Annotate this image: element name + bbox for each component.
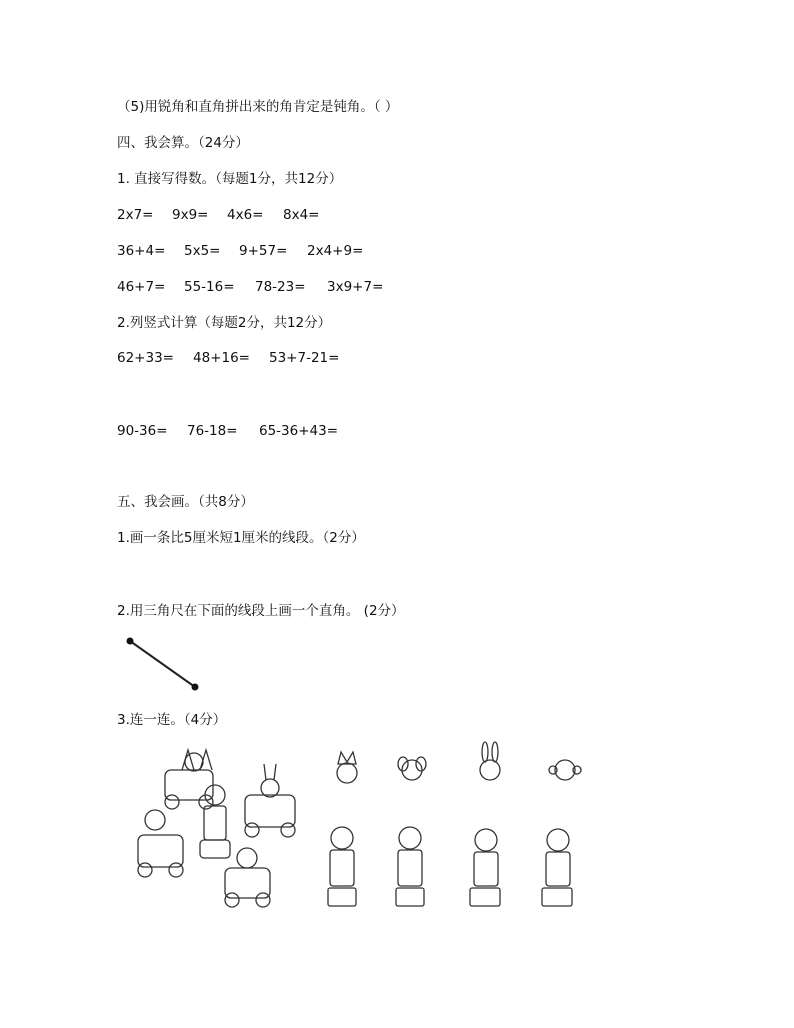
standing-figure-1-icon	[328, 827, 356, 906]
oral-calc-item: 2x7=	[117, 207, 154, 223]
part-2-heading: 2.列竖式计算（每题2分，共12分）	[117, 315, 332, 331]
oral-calc-item: 2x4+9=	[307, 243, 364, 259]
toy-car-monkey-icon	[225, 848, 270, 907]
question-5-obtuse-angle: （5)用锐角和直角拼出来的角肯定是钝角。（ ）	[117, 99, 399, 115]
oral-calc-item: 4x6=	[227, 207, 264, 223]
fox-head-icon	[337, 752, 357, 783]
standing-figure-2-icon	[396, 827, 424, 906]
standing-fox-figure-icon	[200, 785, 230, 858]
oral-calc-item: 8x4=	[283, 207, 320, 223]
toy-car-rabbit-icon	[245, 764, 295, 837]
draw-question-1: 1.画一条比5厘米短1厘米的线段。（2分）	[117, 530, 365, 546]
oral-calc-item: 9+57=	[239, 243, 288, 259]
vertical-calc-item: 53+7-21=	[269, 350, 340, 366]
vertical-calc-item: 76-18=	[187, 423, 238, 439]
oral-calc-item: 46+7=	[117, 279, 166, 295]
oral-calc-item: 9x9=	[172, 207, 209, 223]
connect-question-3: 3.连一连。（4分）	[117, 712, 227, 728]
oral-calc-item: 78-23=	[255, 279, 306, 295]
line-segment-figure	[117, 632, 212, 697]
part-1-heading: 1. 直接写得数。（每题1分，共12分）	[117, 171, 343, 187]
standing-figure-4-icon	[542, 829, 572, 906]
oral-calc-item: 5x5=	[184, 243, 221, 259]
rabbit-head-icon	[480, 742, 500, 780]
vertical-calc-item: 62+33=	[117, 350, 174, 366]
section-4-title: 四、我会算。（24分）	[117, 135, 249, 151]
oral-calc-item: 55-16=	[184, 279, 235, 295]
oral-calc-item: 36+4=	[117, 243, 166, 259]
vertical-calc-item: 90-36=	[117, 423, 168, 439]
oral-calc-item: 3x9+7=	[327, 279, 384, 295]
vertical-calc-item: 65-36+43=	[259, 423, 339, 439]
section-5-title: 五、我会画。（共8分）	[117, 494, 254, 510]
vertical-calc-item: 48+16=	[193, 350, 250, 366]
draw-question-2: 2.用三角尺在下面的线段上画一个直角。 (2分）	[117, 603, 405, 619]
monkey-head-icon	[549, 760, 581, 780]
matching-illustration	[120, 740, 590, 912]
standing-figure-3-icon	[470, 829, 500, 906]
toy-car-dog-icon	[138, 810, 183, 877]
dog-head-icon	[398, 757, 426, 780]
